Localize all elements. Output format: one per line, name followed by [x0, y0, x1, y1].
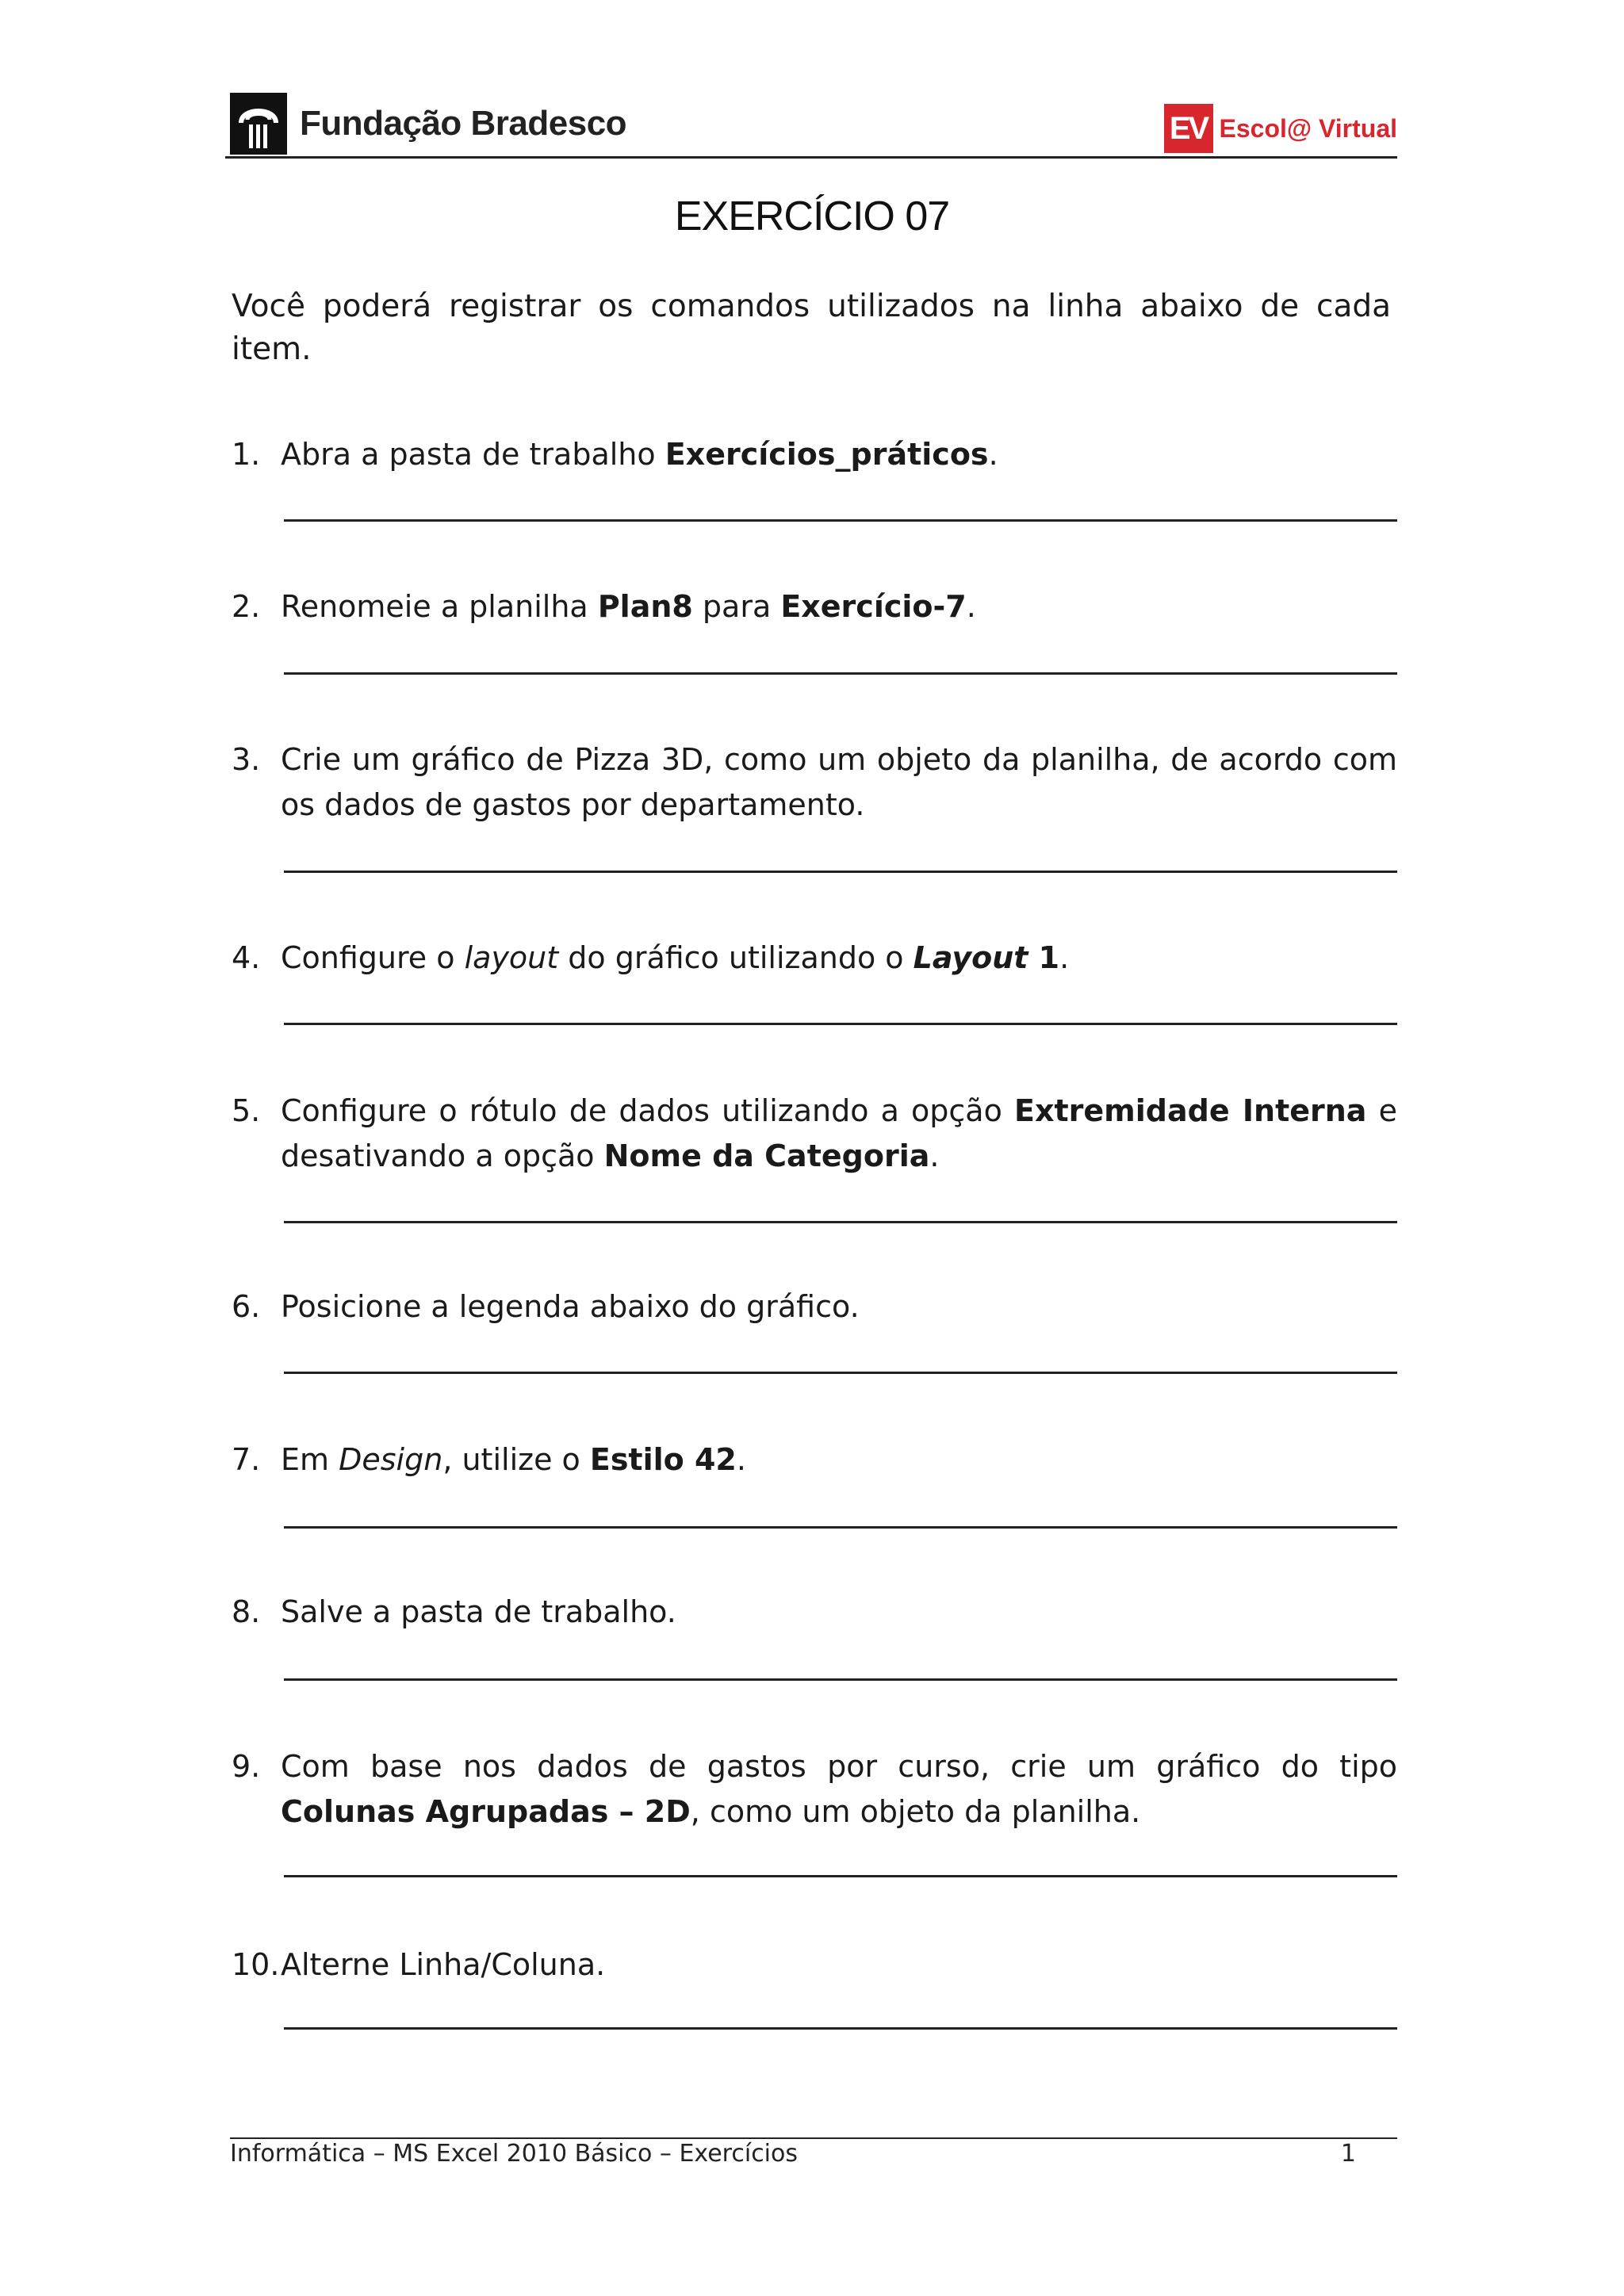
exercise-number: 10.: [232, 1947, 280, 1982]
exercise-item: [232, 584, 1397, 629]
page-title: EXERCÍCIO 07: [674, 193, 950, 239]
page-number: 1: [1340, 2140, 1356, 2168]
exercise-number: 5.: [232, 1093, 261, 1128]
intro-paragraph: Você poderá registrar os comandos utilizados na linha abaixo de cada item.: [232, 289, 1391, 367]
answer-line: [284, 1221, 1397, 1223]
exercise-item: [232, 1089, 1397, 1179]
exercise-number: 1.: [232, 437, 261, 472]
footer-text: Informática – MS Excel 2010 Básico – Exercícios: [230, 2140, 799, 2168]
exercise-number: 4.: [232, 940, 261, 975]
exercise-text: Em Design, utilize o Estilo 42.: [281, 1442, 746, 1477]
answer-line: [284, 519, 1397, 522]
header-divider: [225, 156, 1397, 159]
exercise-item: [232, 1942, 1397, 1988]
exercise-text: Posicione a legenda abaixo do gráfico.: [281, 1289, 860, 1324]
exercise-number: 2.: [232, 589, 261, 624]
exercise-item: [232, 1437, 1397, 1483]
exercise-number: 8.: [232, 1594, 261, 1629]
exercise-item: [232, 1744, 1397, 1835]
fundacao-bradesco-logo: [230, 91, 626, 156]
exercise-item: [232, 1590, 1397, 1635]
exercise-text: Renomeie a planilha Plan8 para Exercício-7.: [281, 589, 976, 624]
answer-line: [284, 871, 1397, 873]
exercise-number: 9.: [232, 1749, 261, 1784]
exercise-text: Configure o layout do gráfico utilizando o Layout 1.: [281, 940, 1070, 975]
exercise-text: Crie um gráfico de Pizza 3D, como um objeto da planilha, de acordo com os dados de gastos por departamento.: [281, 742, 1397, 822]
escola-virtual-text: Escol@ Virtual: [1219, 113, 1397, 143]
exercise-number: 7.: [232, 1442, 261, 1477]
page-footer: [230, 2137, 1356, 2171]
answer-line: [284, 1372, 1397, 1374]
fundacao-bradesco-text: Fundação Bradesco: [300, 104, 627, 143]
exercise-text: Salve a pasta de trabalho.: [281, 1594, 676, 1629]
exercise-text: Configure o rótulo de dados utilizando a opção Extremidade Interna e desativando a opção Nome da Categoria.: [281, 1093, 1398, 1173]
exercise-item: [232, 432, 1397, 477]
answer-line: [284, 2027, 1397, 2030]
exercise-item: [232, 936, 1397, 981]
answer-line: [284, 672, 1397, 675]
exercise-number: 6.: [232, 1289, 261, 1324]
answer-line: [284, 1023, 1397, 1025]
exercise-text: Alterne Linha/Coluna.: [281, 1947, 606, 1982]
exercise-text: Com base nos dados de gastos por curso, crie um gráfico do tipo Colunas Agrupadas – 2D, como um objeto da planilha.: [281, 1749, 1397, 1829]
exercise-item: [232, 737, 1397, 828]
escola-virtual-logo: [1164, 101, 1397, 156]
answer-line: [284, 1526, 1397, 1529]
exercise-item: [232, 1284, 1397, 1330]
bradesco-tree-icon: [230, 93, 287, 155]
exercise-text: Abra a pasta de trabalho Exercícios_práticos.: [281, 437, 998, 472]
answer-line: [284, 1678, 1397, 1681]
answer-line: [284, 1875, 1397, 1877]
exercise-number: 3.: [232, 742, 261, 777]
page-header: [230, 91, 1397, 156]
ev-logo-mark: EV: [1164, 104, 1213, 153]
